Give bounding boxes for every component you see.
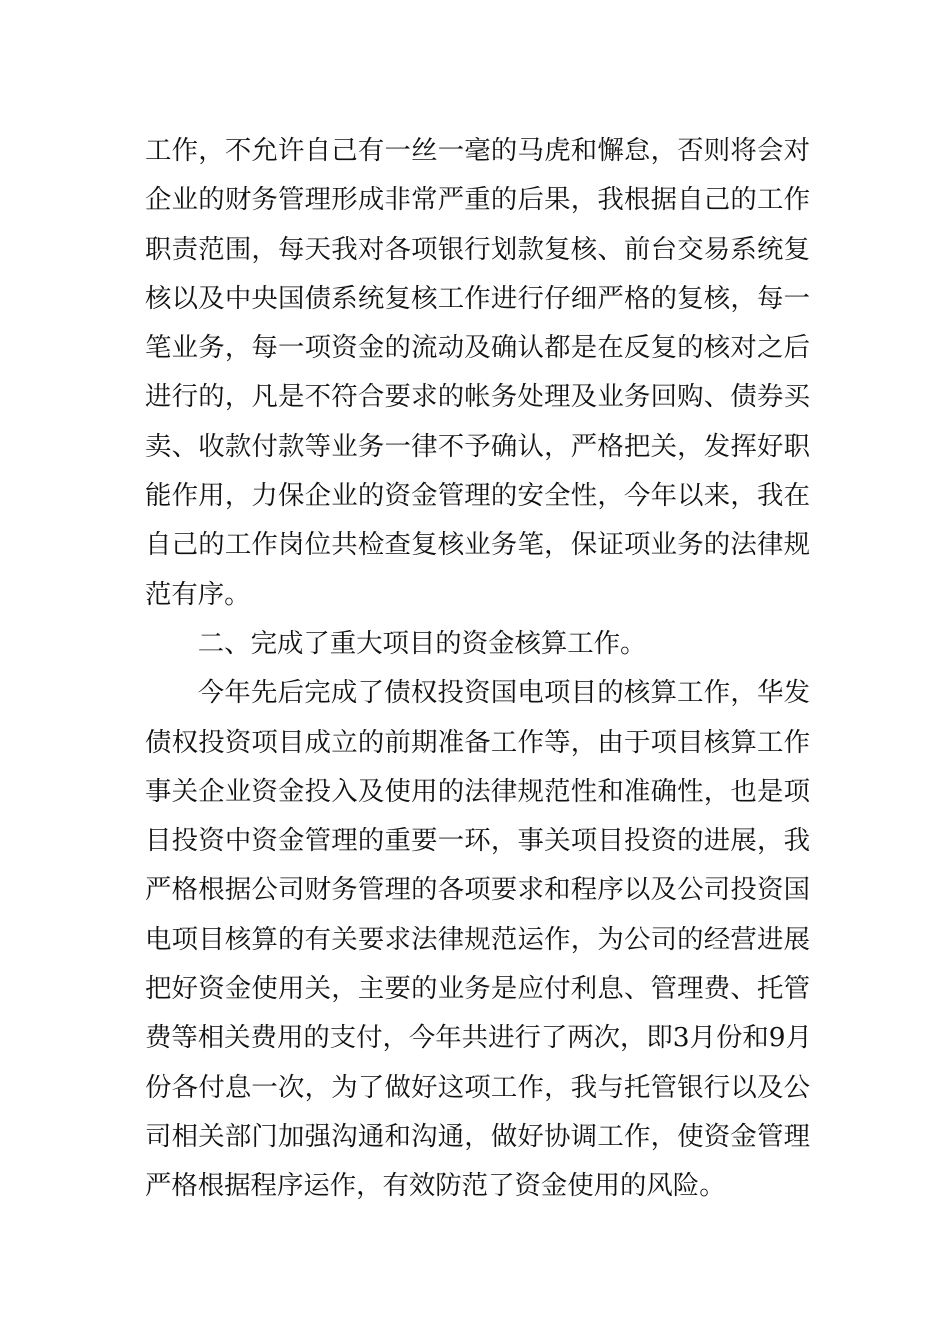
text-line: 职责范围，每天我对各项银行划款复核、前台交易系统复 (145, 233, 810, 265)
text-line: 司相关部门加强沟通和沟通，做好协调工作，使资金管理 (145, 1120, 810, 1152)
text-line: 费等相关费用的支付，今年共进行了两次，即3月份和9月 (145, 1022, 812, 1054)
text-line: 严格根据程序运作，有效防范了资金使用的风险。 (145, 1170, 726, 1202)
text-line: 今年先后完成了债权投资国电项目的核算工作，华发 (197, 677, 810, 709)
text-line: 进行的，凡是不符合要求的帐务处理及业务回购、债券买 (145, 381, 810, 413)
document-body (145, 126, 810, 1211)
text-line: 事关企业资金投入及使用的法律规范性和准确性，也是项 (145, 775, 810, 807)
text-line: 自己的工作岗位共检查复核业务笔，保证项业务的法律规 (145, 529, 810, 561)
text-line: 卖、收款付款等业务一律不予确认，严格把关，发挥好职 (145, 430, 810, 462)
text-line: 把好资金使用关，主要的业务是应付利息、管理费、托管 (145, 973, 810, 1005)
text-line: 企业的财务管理形成非常严重的后果，我根据自己的工作 (145, 184, 810, 216)
paragraph-review-work (145, 126, 810, 619)
text-line: 工作，不允许自己有一丝一毫的马虎和懈怠，否则将会对 (145, 135, 810, 166)
heading-line: 二、完成了重大项目的资金核算工作。 (197, 627, 647, 659)
paragraph-project-accounting (145, 668, 810, 1210)
text-line: 核以及中央国债系统复核工作进行仔细严格的复核，每一 (145, 282, 810, 314)
text-line: 范有序。 (145, 578, 251, 610)
text-line: 目投资中资金管理的重要一环，事关项目投资的进展，我 (145, 825, 810, 857)
text-line: 笔业务，每一项资金的流动及确认都是在反复的核对之后 (145, 332, 810, 364)
text-line: 严格根据公司财务管理的各项要求和程序以及公司投资国 (145, 874, 810, 906)
text-line: 债权投资项目成立的前期准备工作等，由于项目核算工作 (145, 726, 810, 758)
text-line: 电项目核算的有关要求法律规范运作，为公司的经营进展 (145, 923, 810, 955)
text-line: 份各付息一次，为了做好这项工作，我与托管银行以及公 (145, 1071, 810, 1103)
section-heading (145, 619, 810, 668)
text-line: 能作用，力保企业的资金管理的安全性，今年以来，我在 (145, 480, 810, 512)
